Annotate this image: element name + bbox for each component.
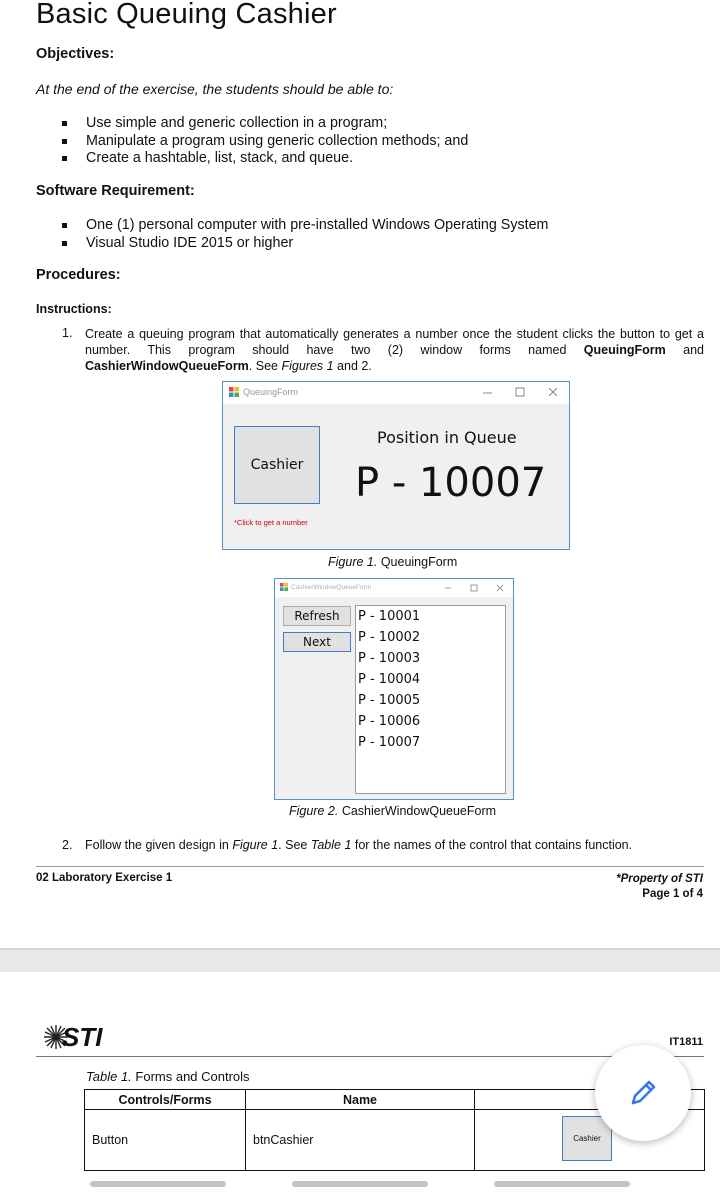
- step-number: 2.: [62, 838, 73, 852]
- list-item: One (1) personal computer with pre-installed Windows Operating System: [62, 217, 548, 235]
- document-title: Basic Queuing Cashier: [36, 0, 337, 30]
- instructions-heading: Instructions:: [36, 302, 112, 316]
- objectives-heading: Objectives:: [36, 46, 115, 62]
- list-item[interactable]: P - 10007: [358, 735, 421, 750]
- column-header: Controls/Forms: [85, 1090, 246, 1110]
- sti-logo: STI: [62, 1022, 103, 1052]
- table-cell: btnCashier: [246, 1110, 475, 1171]
- window-title: CashierWindowQueueForm: [291, 584, 372, 591]
- page-indicator[interactable]: [90, 1181, 226, 1187]
- list-item: Manipulate a program using generic collection methods; and: [62, 133, 468, 151]
- footer-divider: [36, 866, 704, 867]
- cashier-button[interactable]: Cashier: [234, 426, 320, 504]
- title-bar: [275, 579, 513, 597]
- footer-course: 02 Laboratory Exercise 1: [36, 872, 173, 884]
- app-icon: [229, 387, 239, 397]
- list-item[interactable]: P - 10003: [358, 651, 421, 666]
- list-item: Visual Studio IDE 2015 or higher: [62, 235, 548, 253]
- list-item: Use simple and generic collection in a program;: [62, 115, 468, 133]
- page-gap: [0, 950, 720, 972]
- list-item[interactable]: P - 10001: [358, 609, 421, 624]
- cashier-queue-form-window: [274, 578, 514, 800]
- step2-paragraph: Follow the given design in Figure 1. See Table 1 for the names of the control that contains function.: [85, 838, 633, 852]
- header-divider: [36, 1056, 704, 1057]
- figure-2-caption: Figure 2. CashierWindowQueueForm: [289, 804, 497, 818]
- maximize-icon[interactable]: [516, 388, 524, 396]
- title-bar: [223, 382, 569, 404]
- close-icon[interactable]: [497, 585, 503, 591]
- step1-paragraph: Create a queuing program that automatically generates a number once the student clicks the button to get a number. This program should have two (2) window forms named QueuingForm and CashierWindowQueueForm. See Figures 1 and 2.: [85, 327, 704, 373]
- list-item: Create a hashtable, list, stack, and queue.: [62, 150, 468, 168]
- page-indicator[interactable]: [292, 1181, 428, 1187]
- click-note: *Click to get a number: [234, 518, 308, 527]
- app-icon: [280, 583, 288, 591]
- list-item[interactable]: P - 10006: [358, 714, 421, 729]
- software-list: [62, 217, 548, 252]
- next-button[interactable]: Next: [283, 632, 351, 652]
- queue-listbox[interactable]: [355, 605, 506, 794]
- close-icon[interactable]: [549, 388, 557, 396]
- objectives-intro: At the end of the exercise, the students should be able to:: [36, 81, 394, 97]
- page-indicator[interactable]: [494, 1181, 630, 1187]
- list-item[interactable]: P - 10005: [358, 693, 421, 708]
- figure-1-caption: Figure 1. QueuingForm: [328, 555, 458, 569]
- list-item[interactable]: P - 10002: [358, 630, 421, 645]
- step-number: 1.: [62, 326, 73, 340]
- software-heading: Software Requirement:: [36, 183, 195, 199]
- edit-fab-button[interactable]: [595, 1045, 691, 1141]
- column-header: Name: [246, 1090, 475, 1110]
- procedures-heading: Procedures:: [36, 267, 121, 283]
- maximize-icon[interactable]: [471, 585, 477, 591]
- refresh-button[interactable]: Refresh: [283, 606, 351, 626]
- table-caption: Table 1. Forms and Controls: [86, 1069, 250, 1084]
- edit-pencil-icon: [625, 1075, 661, 1111]
- cashier-button-preview: Cashier: [562, 1116, 612, 1161]
- window-title: QueuingForm: [243, 387, 299, 397]
- position-label: Position in Queue: [377, 428, 517, 447]
- footer-page-info: *Property of STI Page 1 of 4: [616, 873, 703, 900]
- position-number: P - 10007: [355, 460, 547, 506]
- table-cell: Button: [85, 1110, 246, 1171]
- objectives-list: [62, 115, 468, 168]
- list-item[interactable]: P - 10004: [358, 672, 421, 687]
- course-code: IT1811: [669, 1036, 703, 1048]
- queuing-form-window: [222, 381, 570, 550]
